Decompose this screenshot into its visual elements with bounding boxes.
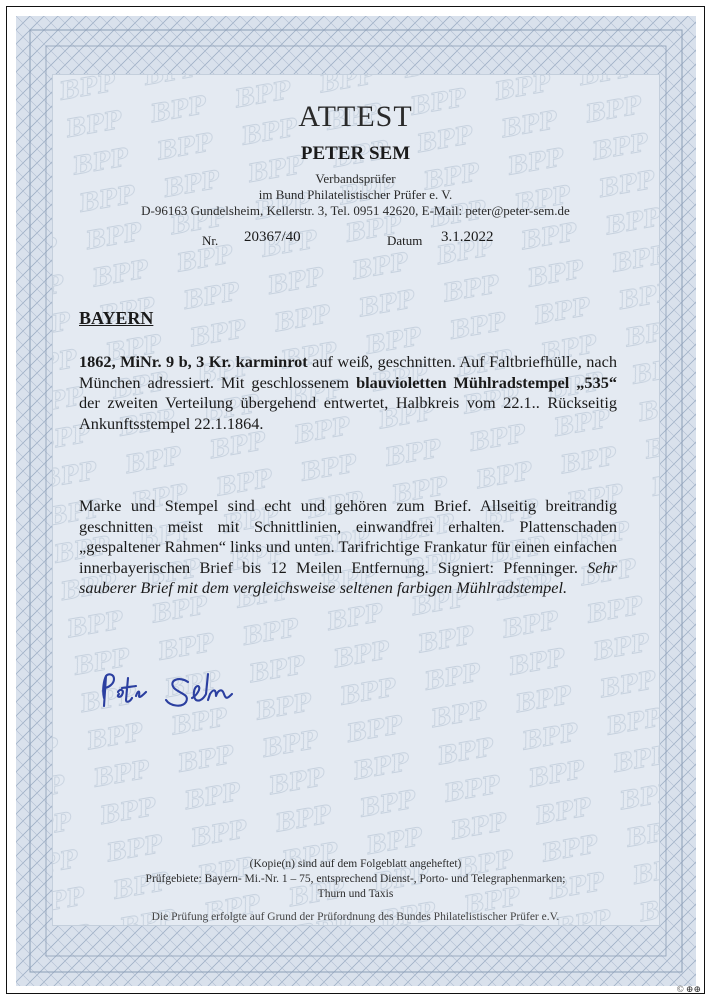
examiner-role: Verbandsprüfer — [315, 171, 396, 186]
association-line: im Bund Philatelistischer Prüfer e. V. — [258, 187, 453, 202]
date-label: Datum — [387, 233, 423, 248]
examination-areas-line2: Thurn und Taxis — [317, 888, 394, 900]
assessment-text: Marke und Stempel sind echt und gehören zum Brief. Allseitig breitrandig geschnitten meist mit Schnittlinien, einwandfrei erhalten. Plattenschaden „gespaltener Rahmen“ links und unten. Tarifrichtige Frankatur für einen einfachen innerbayerischen Brief bis 12 Meilen Entfernung. Signiert: Pfenninger. — [79, 496, 617, 577]
assessment-italic-text: Sehr sauberer Brief mit dem vergleichsweise seltenen farbigen Mühlradstempel. — [79, 557, 617, 597]
stamp-identification: 1862, MiNr. 9 b, 3 Kr. karminrot — [79, 352, 308, 371]
cancellation-description: blauvioletten Mühlradstempel „535“ — [356, 372, 617, 392]
description-text-b: der zweiten Verteilung übergehend entwertet, Halbkreis vom 22.1.. Rückseitig Ankunftsstempel 22.1.1864. — [79, 393, 617, 433]
section-title: BAYERN — [79, 308, 154, 328]
address-line: D-96163 Gundelsheim, Kellerstr. 3, Tel. 0951 42620, E-Mail: peter@peter-sem.de — [141, 203, 570, 218]
examination-areas-line1: Prüfgebiete: Bayern- Mi.-Nr. 1 – 75, entsprechend Dienst-, Porto- und Telegraphenmarken; — [145, 873, 566, 885]
handwritten-signature — [92, 668, 272, 718]
nr-value: 20367/40 — [244, 229, 301, 245]
nr-label: Nr. — [202, 233, 219, 248]
regulation-note: Die Prüfung erfolgte auf Grund der Prüfordnung des Bundes Philatelistischer Prüfer e.V. — [151, 911, 560, 923]
corner-mark: © ⊕⊕ — [676, 984, 701, 994]
examiner-name: PETER SEM — [300, 143, 411, 164]
copies-note: (Kopie(n) sind auf dem Folgeblatt angeheftet) — [249, 858, 462, 870]
certificate-title: ATTEST — [298, 100, 413, 133]
date-value: 3.1.2022 — [441, 229, 494, 245]
description-paragraph — [79, 352, 617, 434]
description-text-a: auf weiß, geschnitten. Auf Faltbriefhülle, nach München adressiert. Mit geschlossenem — [79, 352, 617, 392]
assessment-paragraph — [79, 496, 617, 599]
